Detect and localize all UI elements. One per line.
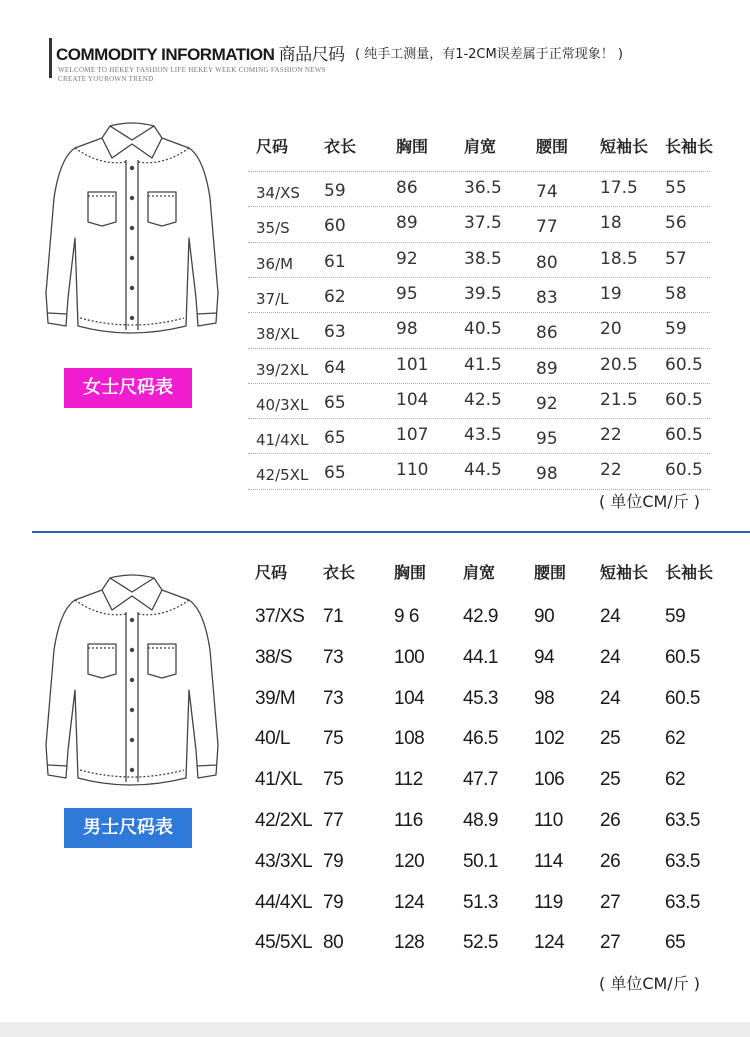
men-table-cell: 24 bbox=[600, 606, 621, 627]
men-table-cell: 71 bbox=[323, 606, 344, 627]
women-table-cell: 43.5 bbox=[464, 425, 502, 446]
women-table-cell: 55 bbox=[665, 178, 687, 198]
men-table-cell: 60.5 bbox=[665, 687, 700, 709]
men-table-cell: 26 bbox=[600, 850, 621, 872]
men-table-cell: 108 bbox=[394, 728, 425, 750]
women-table-cell: 65 bbox=[324, 392, 346, 413]
women-column-header: 长袖长 bbox=[665, 137, 714, 156]
women-size-label: 42/5XL bbox=[256, 466, 309, 485]
men-column-header: 腰围 bbox=[534, 563, 567, 582]
women-size-label: 35/S bbox=[256, 219, 290, 238]
row-divider bbox=[248, 312, 710, 313]
women-table-cell: 89 bbox=[396, 213, 418, 234]
section-divider bbox=[32, 531, 750, 533]
men-table-cell: 79 bbox=[323, 850, 344, 872]
women-size-label: 40/3XL bbox=[256, 395, 309, 414]
row-divider bbox=[248, 348, 710, 349]
men-table-cell: 80 bbox=[323, 932, 344, 954]
women-table-cell: 36.5 bbox=[464, 178, 502, 198]
women-table-cell: 19 bbox=[600, 283, 622, 304]
women-table-cell: 22 bbox=[600, 460, 622, 481]
women-table-cell: 92 bbox=[536, 393, 558, 414]
row-divider bbox=[248, 171, 710, 172]
men-column-header: 长袖长 bbox=[665, 563, 714, 582]
women-table-cell: 60.5 bbox=[665, 354, 703, 375]
header-subtitle-line1: WELCOME TO HEKEY FASHION LIFE HEKEY WEEK COMING FASHION NEWS bbox=[58, 66, 326, 74]
row-divider bbox=[248, 383, 710, 384]
men-unit-note: ( 单位CM/斤 ) bbox=[599, 974, 701, 993]
men-size-label: 37/XS bbox=[255, 606, 305, 627]
shirt-outline-icon bbox=[40, 118, 225, 348]
men-size-label: 41/XL bbox=[255, 769, 303, 791]
women-table-cell: 59 bbox=[665, 319, 687, 340]
header-title bbox=[56, 40, 345, 65]
women-table-cell: 37.5 bbox=[464, 213, 502, 234]
men-table-cell: 106 bbox=[534, 769, 565, 791]
women-unit-note: ( 单位CM/斤 ) bbox=[599, 492, 701, 511]
women-table-cell: 86 bbox=[536, 323, 558, 344]
women-table-cell: 63 bbox=[324, 322, 346, 343]
women-column-header: 衣长 bbox=[324, 137, 357, 156]
men-table-cell: 75 bbox=[323, 728, 344, 750]
women-table-cell: 18 bbox=[600, 213, 622, 234]
women-table-cell: 92 bbox=[396, 248, 418, 269]
women-table-cell: 61 bbox=[324, 251, 346, 272]
women-size-label: 34/XS bbox=[256, 184, 300, 202]
women-size-label: 39/2XL bbox=[256, 360, 309, 379]
men-table-cell: 104 bbox=[394, 687, 425, 709]
men-table-cell: 50.1 bbox=[463, 850, 498, 872]
women-table-cell: 110 bbox=[396, 460, 429, 481]
men-table-cell: 124 bbox=[394, 891, 425, 913]
men-table-cell: 44.1 bbox=[463, 646, 498, 668]
women-table-cell: 95 bbox=[536, 429, 558, 450]
men-size-label: 40/L bbox=[255, 728, 290, 750]
men-size-label: 44/4XL bbox=[255, 891, 313, 913]
header-note: ( 纯手工测量，有1-2CM误差属于正常现象！ ) bbox=[355, 47, 623, 62]
women-table-cell: 41.5 bbox=[464, 354, 502, 375]
women-table-cell: 65 bbox=[324, 428, 346, 449]
row-divider bbox=[248, 242, 710, 243]
men-size-badge: 男士尺码表 bbox=[64, 808, 192, 848]
women-table-cell: 107 bbox=[396, 425, 429, 446]
row-divider bbox=[248, 277, 710, 278]
header-accent-bar bbox=[49, 38, 52, 78]
men-table-cell: 102 bbox=[534, 728, 565, 750]
women-table-cell: 104 bbox=[396, 389, 429, 410]
men-table-cell: 100 bbox=[394, 646, 425, 668]
bottom-band bbox=[0, 1022, 750, 1037]
men-table-cell: 124 bbox=[534, 932, 565, 954]
women-table-cell: 40.5 bbox=[464, 319, 502, 340]
women-table-cell: 95 bbox=[396, 283, 418, 304]
women-column-header: 肩宽 bbox=[464, 137, 497, 156]
men-table-cell: 62 bbox=[665, 728, 686, 750]
women-table-cell: 18.5 bbox=[600, 248, 638, 269]
men-table-cell: 24 bbox=[600, 646, 621, 668]
row-divider bbox=[248, 453, 710, 454]
women-table-cell: 39.5 bbox=[464, 283, 502, 304]
men-size-label: 39/M bbox=[255, 687, 296, 709]
men-table-cell: 45.3 bbox=[463, 687, 498, 709]
men-table-cell: 65 bbox=[665, 932, 686, 954]
men-table-cell: 112 bbox=[394, 769, 423, 791]
men-column-header: 肩宽 bbox=[463, 563, 496, 582]
men-column-header: 衣长 bbox=[323, 563, 356, 582]
women-table-cell: 42.5 bbox=[464, 389, 502, 410]
women-table-cell: 56 bbox=[665, 213, 687, 234]
women-size-label: 37/L bbox=[256, 289, 289, 308]
men-table-cell: 94 bbox=[534, 646, 555, 668]
women-table-cell: 101 bbox=[396, 354, 429, 375]
women-table-cell: 83 bbox=[536, 287, 558, 308]
women-column-header: 胸围 bbox=[396, 137, 429, 156]
men-table-cell: 114 bbox=[534, 850, 563, 872]
women-table-cell: 21.5 bbox=[600, 389, 638, 410]
men-table-cell: 46.5 bbox=[463, 728, 498, 750]
men-table-cell: 62 bbox=[665, 769, 686, 791]
men-column-header: 短袖长 bbox=[600, 563, 649, 582]
row-divider bbox=[248, 206, 710, 207]
men-table-cell: 26 bbox=[600, 810, 621, 831]
men-size-label: 45/5XL bbox=[255, 932, 313, 954]
women-table-cell: 22 bbox=[600, 425, 622, 446]
women-table-cell: 20 bbox=[600, 319, 622, 340]
men-table-cell: 51.3 bbox=[463, 891, 498, 913]
header-subtitle-line2: CREATE YOUROWN TREND bbox=[58, 75, 154, 83]
women-table-cell: 64 bbox=[324, 357, 346, 378]
men-table-cell: 116 bbox=[394, 810, 423, 831]
men-table-cell: 73 bbox=[323, 646, 344, 668]
men-table-cell: 128 bbox=[394, 932, 425, 954]
men-table-cell: 59 bbox=[665, 606, 686, 627]
men-size-label: 43/3XL bbox=[255, 850, 313, 872]
men-table-cell: 9 6 bbox=[394, 606, 419, 627]
men-table-cell: 98 bbox=[534, 687, 555, 709]
header-subtitle bbox=[58, 66, 326, 84]
women-column-header: 尺码 bbox=[256, 137, 289, 156]
women-table-cell: 58 bbox=[665, 283, 687, 304]
men-table-cell: 48.9 bbox=[463, 810, 498, 831]
men-table-cell: 110 bbox=[534, 810, 563, 831]
women-table-cell: 89 bbox=[536, 358, 558, 379]
shirt-outline-icon bbox=[40, 570, 225, 800]
header-title-cn: 商品尺码 bbox=[278, 45, 345, 65]
row-divider bbox=[248, 418, 710, 419]
men-table-cell: 60.5 bbox=[665, 646, 700, 668]
women-table-cell: 65 bbox=[324, 463, 346, 484]
men-table-cell: 63.5 bbox=[665, 850, 700, 872]
women-size-label: 38/XL bbox=[256, 325, 299, 344]
men-table-cell: 63.5 bbox=[665, 810, 700, 831]
women-table-cell: 60.5 bbox=[665, 425, 703, 446]
men-table-cell: 119 bbox=[534, 891, 563, 913]
men-table-cell: 90 bbox=[534, 606, 555, 627]
header-title-en: COMMODITY INFORMATION bbox=[56, 45, 275, 64]
women-table-cell: 57 bbox=[665, 248, 687, 269]
women-column-header: 短袖长 bbox=[600, 137, 649, 156]
women-table-cell: 98 bbox=[396, 319, 418, 340]
women-table-cell: 44.5 bbox=[464, 460, 502, 481]
men-table-cell: 47.7 bbox=[463, 769, 498, 791]
women-size-label: 36/M bbox=[256, 254, 294, 273]
men-table-cell: 25 bbox=[600, 728, 621, 750]
women-table-cell: 62 bbox=[324, 286, 346, 307]
women-table-cell: 20.5 bbox=[600, 354, 638, 375]
men-table-cell: 120 bbox=[394, 850, 425, 872]
women-table-cell: 59 bbox=[324, 181, 346, 201]
men-table-cell: 52.5 bbox=[463, 932, 498, 954]
women-table-cell: 60.5 bbox=[665, 460, 703, 481]
men-table-cell: 77 bbox=[323, 810, 344, 831]
women-size-badge: 女士尺码表 bbox=[64, 368, 192, 408]
men-table-cell: 27 bbox=[600, 891, 621, 913]
women-table-cell: 86 bbox=[396, 178, 418, 198]
men-table-cell: 24 bbox=[600, 687, 621, 709]
women-table-cell: 77 bbox=[536, 217, 558, 238]
men-column-header: 胸围 bbox=[394, 563, 427, 582]
men-table-cell: 25 bbox=[600, 769, 621, 791]
women-size-label: 41/4XL bbox=[256, 431, 309, 450]
men-column-header: 尺码 bbox=[255, 563, 288, 582]
men-table-cell: 27 bbox=[600, 932, 621, 954]
men-table-cell: 63.5 bbox=[665, 891, 700, 913]
women-table-cell: 38.5 bbox=[464, 248, 502, 269]
men-table-cell: 79 bbox=[323, 891, 344, 913]
women-table-cell: 98 bbox=[536, 464, 558, 485]
women-table-cell: 80 bbox=[536, 252, 558, 273]
men-table-cell: 42.9 bbox=[463, 606, 498, 627]
men-table-cell: 73 bbox=[323, 687, 344, 709]
women-table-cell: 60 bbox=[324, 216, 346, 237]
women-table-cell: 17.5 bbox=[600, 178, 638, 198]
women-table-cell: 74 bbox=[536, 182, 558, 202]
men-size-label: 38/S bbox=[255, 646, 293, 668]
women-column-header: 腰围 bbox=[536, 137, 569, 156]
men-size-label: 42/2XL bbox=[255, 810, 313, 831]
men-table-cell: 75 bbox=[323, 769, 344, 791]
women-table-cell: 60.5 bbox=[665, 389, 703, 410]
